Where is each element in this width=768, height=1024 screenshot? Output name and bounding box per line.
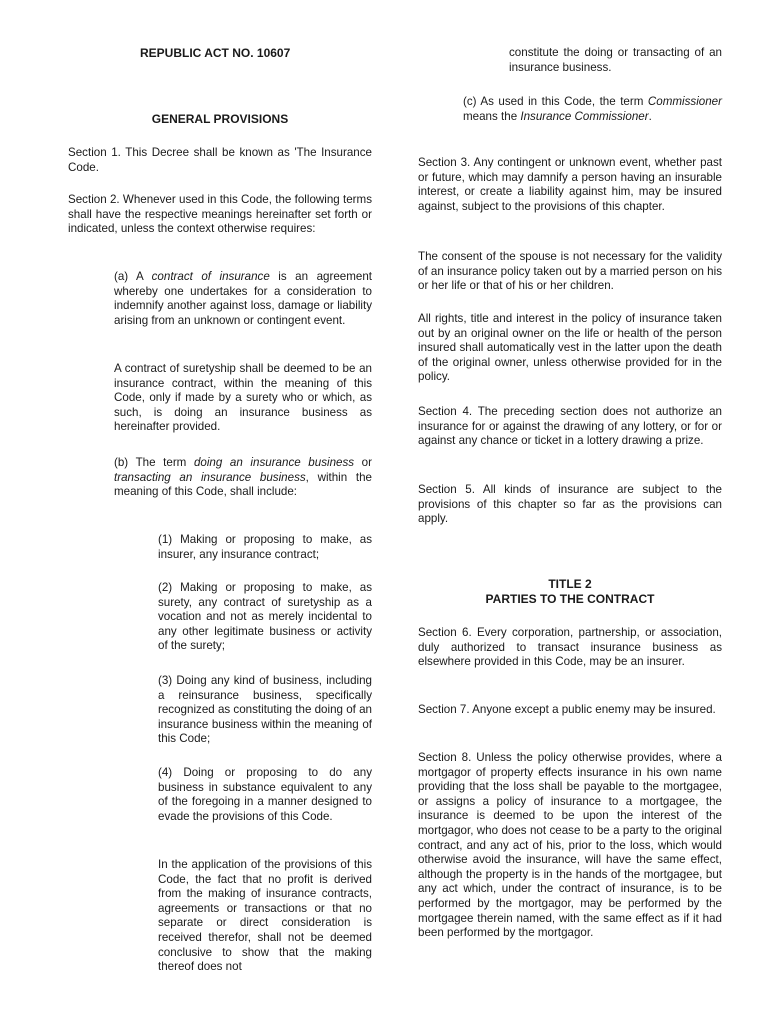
term-contract-of-insurance: contract of insurance	[151, 270, 270, 283]
section-heading-general-provisions: GENERAL PROVISIONS	[151, 112, 289, 126]
rights-vesting-paragraph: All rights, title and interest in the policy of insurance taken out by an original owner on the life or health of the person insured shall automatically vest in the latter upon the death of the original owner, unless otherwise provided for in the policy.	[418, 312, 722, 384]
definition-b-or: or	[354, 456, 372, 469]
section-7: Section 7. Anyone except a public enemy may be insured.	[418, 703, 716, 716]
application-paragraph: In the application of the provisions of this Code, the fact that no profit is derived from the making of insurance contracts, agreements or transactions or that no separate or direct consideration is received therefor, shall not be deemed conclusive to show that the making thereof does not	[158, 858, 372, 974]
section-8: Section 8. Unless the policy otherwise provides, where a mortgagor of property effects insurance in his own name providing that the loss shall be payable to the mortgagee, or assigns a policy of insurance to a mortgagee, the insurance is deemed to be upon the interest of the mortgagor, who does not cease to be a party to the original contract, and any act of his, prior to the loss, which would otherwise avoid the insurance, will have the same effect, although the property is in the hands of the mortgagee, but any act which, under the contract of insurance, is to be performed by the mortgagor, may be performed by the mortgagee therein named, with the same effect as if it had been performed by the mortgagor.	[418, 751, 722, 940]
spouse-consent-paragraph: The consent of the spouse is not necessary for the validity of an insurance policy taken out by a married person on his or her life or that of his or her children.	[418, 250, 722, 293]
list-item-3: (3) Doing any kind of business, including a reinsurance business, specifically recognized as constituting the doing of an insurance business within the meaning of this Code;	[158, 674, 372, 746]
definition-b-body: , within the meaning of this Code, shall include:	[114, 470, 372, 499]
continued-text: constitute the doing or transacting of an insurance business.	[509, 46, 722, 74]
section-4: Section 4. The preceding section does not authorize an insurance for or against the drawing of any lottery, or for or against any chance or ticket in a lottery drawing a prize.	[418, 405, 722, 448]
term-doing-insurance-business: doing an insurance business	[193, 456, 355, 469]
term-transacting-insurance-business: transacting an insurance business	[114, 470, 306, 484]
section-5: Section 5. All kinds of insurance are subject to the provisions of this chapter so far as the provisions can apply.	[418, 483, 722, 526]
definition-a-prefix: (a) A	[114, 270, 152, 283]
definition-b	[114, 456, 372, 500]
act-title: REPUBLIC ACT NO. 10607	[140, 46, 291, 60]
definition-a	[114, 270, 372, 328]
section-2: Section 2. Whenever used in this Code, the following terms shall have the respective meanings hereinafter set forth or indicated, unless the context otherwise requires:	[68, 193, 372, 236]
suretyship-paragraph: A contract of suretyship shall be deemed to be an insurance contract, within the meaning of this Code, only if made by a surety who or which, as such, is doing an insurance business as hereinafter provided.	[114, 362, 372, 434]
term-insurance-commissioner: Insurance Commissioner	[520, 109, 649, 123]
title-name: PARTIES TO THE CONTRACT	[485, 592, 655, 606]
definition-b-prefix: (b) The term	[114, 456, 194, 469]
section-3: Section 3. Any contingent or unknown event, whether past or future, which may damnify a person having an insurable interest, or create a liability against him, may be insured against, subject to the provisions of this chapter.	[418, 156, 722, 213]
section-1: Section 1. This Decree shall be known as 'The Insurance Code.	[68, 146, 372, 174]
section-6: Section 6. Every corporation, partnership, or association, duly authorized to transact insurance business as elsewhere provided in this Code, may be an insurer.	[418, 626, 722, 669]
list-item-2: (2) Making or proposing to make, as surety, any contract of suretyship as a vocation and not as merely incidental to any other legitimate business or activity of the surety;	[158, 581, 372, 653]
definition-c-end: .	[648, 109, 652, 123]
title-number: TITLE 2	[548, 577, 592, 591]
definition-c-middle: means the	[463, 109, 521, 123]
list-item-4: (4) Doing or proposing to do any business in substance equivalent to any of the foregoing in a manner designed to evade the provisions of this Code.	[158, 766, 372, 823]
definition-a-body: is an agreement whereby one undertakes for a consideration to indemnify another against loss, damage or liability arising from an unknown or contingent event.	[114, 270, 373, 327]
list-item-1: (1) Making or proposing to make, as insurer, any insurance contract;	[158, 533, 372, 561]
term-commissioner: Commissioner	[647, 95, 722, 108]
definition-c-prefix: (c) As used in this Code, the term	[463, 95, 648, 108]
definition-c	[463, 95, 722, 124]
